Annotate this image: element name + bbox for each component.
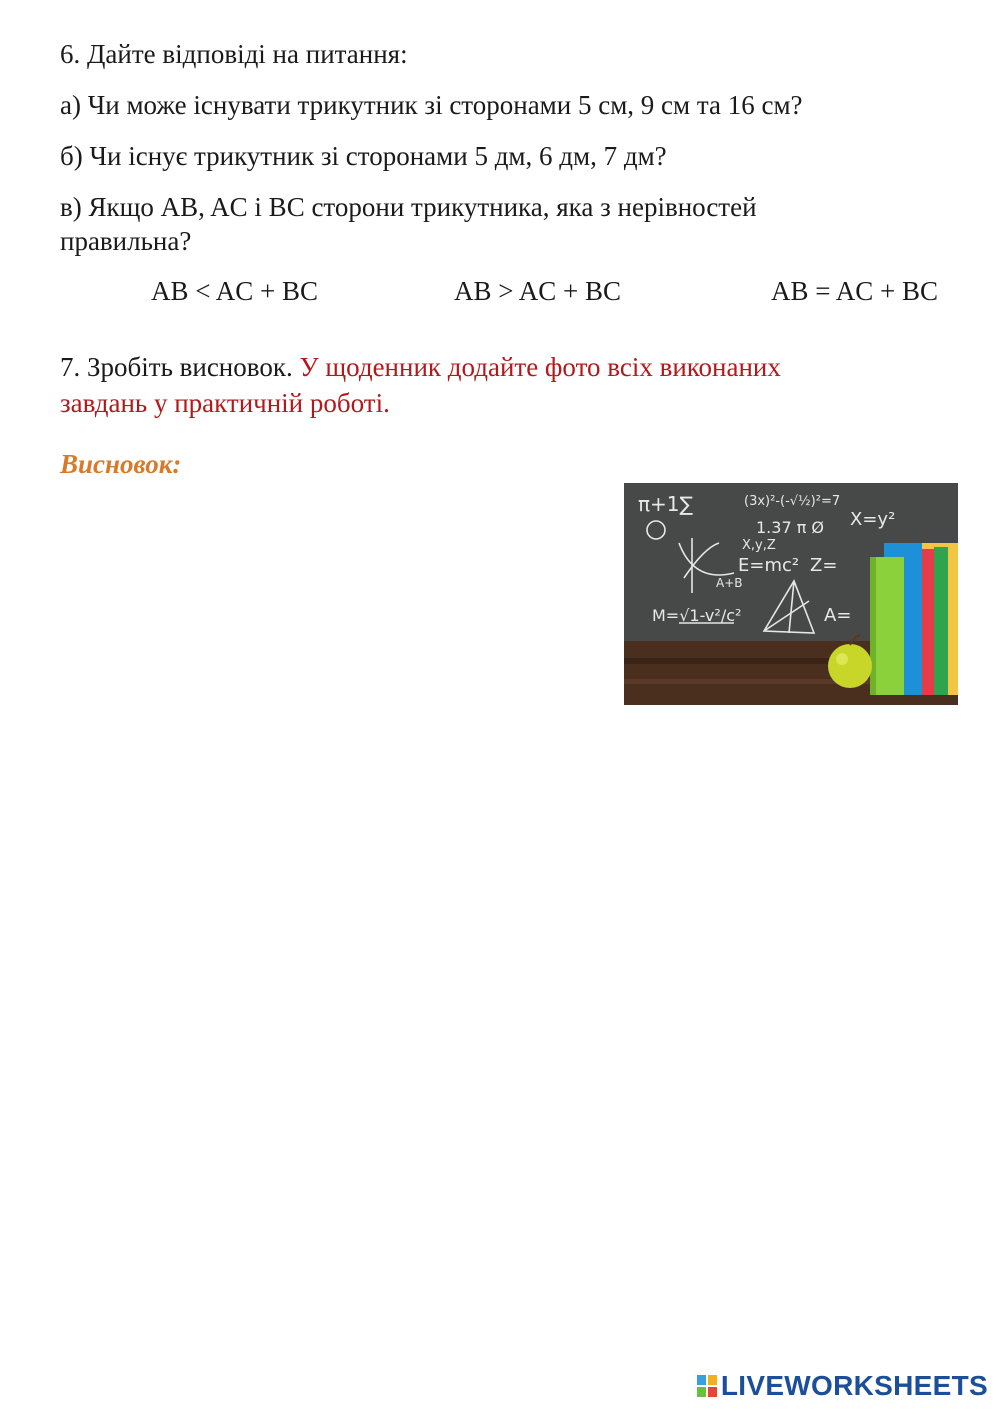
question-6b: б) Чи існує трикутник зі сторонами 5 дм, 6 дм, 7 дм? [60,141,667,171]
question-6a: а) Чи може існувати трикутник зі сторонами 5 см, 9 см та 16 см? [60,90,803,120]
chalk-text-6: E=mc² [738,555,800,576]
chalk-text-4: X=y² [850,509,896,530]
question-6-title: 6. Дайте відповіді на питання: [60,39,408,69]
question-7-line1 [60,350,781,384]
question-7-instruction-line2: завдань у практичній роботі. [60,388,390,418]
chalk-text-1: π+1∑ [638,492,693,516]
conclusion-label: Висновок: [60,449,182,479]
chalk-text-3: 1.37 π Ø [756,518,825,537]
liveworksheets-logo-icon [697,1375,717,1397]
chalk-text-8: A+B [716,576,743,590]
liveworksheets-logo-text: LIVEWORKSHEETS [720,1370,988,1401]
inequality-option-3: AB = AC + BC [771,276,938,306]
inequality-option-2: AB > AC + BC [454,276,621,306]
liveworksheets-logo [697,1370,988,1402]
chalk-text-10: A= [824,605,852,626]
chalk-text-9: M=√1-v²/c² [652,606,742,625]
chalk-text-5: X,y,Z [742,538,776,553]
chalkboard-books-apple-photo [624,483,958,705]
question-6c-line2: правильна? [60,226,192,256]
chalk-text-2: (3x)²-(-√½)²=7 [744,494,841,509]
inequality-option-1: AB < AC + BC [151,276,318,306]
question-6c-line1: в) Якщо AB, AC і BC сторони трикутника, яка з нерівностей [60,192,757,222]
chalk-text-7: Z= [810,555,838,576]
question-7-prefix: 7. Зробіть висновок. [60,352,293,382]
question-7-instruction-line1: У щоденник додайте фото всіх виконаних [299,352,781,382]
